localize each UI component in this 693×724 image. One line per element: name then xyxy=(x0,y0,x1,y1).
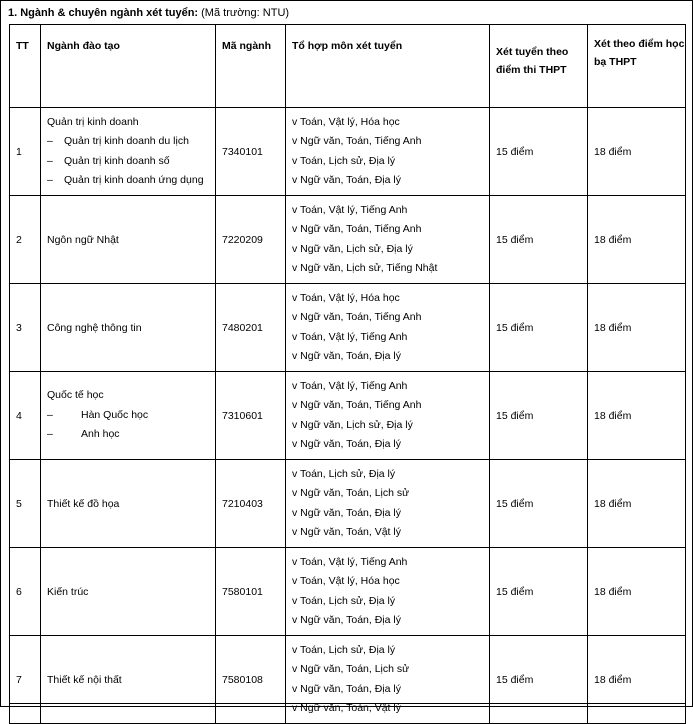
combo-item: v Toán, Lịch sử, Địa lý xyxy=(292,467,396,480)
major-code: 7580101 xyxy=(216,548,286,636)
major-code: 7340101 xyxy=(216,108,286,196)
combo-item: v Toán, Vật lý, Hóa học xyxy=(292,291,400,304)
combo-item: v Ngữ văn, Toán, Lịch sử xyxy=(292,487,410,499)
major-name: Quốc tế học xyxy=(47,389,104,402)
major-code: 7310601 xyxy=(216,372,286,460)
hocba-score: 18 điểm xyxy=(588,548,686,636)
sub-major-label: Anh học xyxy=(81,428,120,441)
hocba-score: 18 điểm xyxy=(588,636,686,724)
hocba-score: 18 điểm xyxy=(588,108,686,196)
combo-item: v Ngữ văn, Toán, Vật lý xyxy=(292,526,401,538)
row-number: 5 xyxy=(10,460,41,548)
row-number: 6 xyxy=(10,548,41,636)
sub-major-label: Hàn Quốc học xyxy=(81,408,149,421)
combo-item: v Toán, Lịch sử, Địa lý xyxy=(292,643,396,656)
major-code: 7220209 xyxy=(216,196,286,284)
combos-cell xyxy=(286,108,490,196)
thpt-score: 15 điểm xyxy=(490,460,588,548)
hocba-score: 18 điểm xyxy=(588,460,686,548)
combo-item: v Ngữ văn, Lịch sử, Địa lý xyxy=(292,418,413,431)
combo-item: v Ngữ văn, Toán, Địa lý xyxy=(292,438,401,450)
combo-item: v Toán, Vật lý, Tiếng Anh xyxy=(292,330,408,343)
row-number: 4 xyxy=(10,372,41,460)
hocba-score: 18 điểm xyxy=(588,196,686,284)
combo-item: v Ngữ văn, Lịch sử, Tiếng Nhật xyxy=(292,262,438,274)
combo-item: v Toán, Vật lý, Hóa học xyxy=(292,575,400,587)
combos-cell xyxy=(286,196,490,284)
major-code: 7580108 xyxy=(216,636,286,724)
section-heading-school-code: (Mã trường: NTU) xyxy=(198,7,290,19)
row-number: 3 xyxy=(10,284,41,372)
combo-item: v Ngữ văn, Toán, Tiếng Anh xyxy=(292,399,422,411)
major-cell xyxy=(41,548,216,636)
combo-item: v Ngữ văn, Toán, Địa lý xyxy=(292,506,401,519)
col-header-thpt: Xét tuyển theo điểm thi THPT xyxy=(490,25,588,108)
table-body xyxy=(10,108,686,724)
table-header-row xyxy=(10,25,686,108)
major-cell xyxy=(41,196,216,284)
combo-item: v Ngữ văn, Toán, Địa lý xyxy=(292,614,401,626)
combo-item: v Ngữ văn, Toán, Địa lý xyxy=(292,174,401,186)
sub-major-item xyxy=(47,425,215,445)
major-cell xyxy=(41,636,216,724)
major-code: 7480201 xyxy=(216,284,286,372)
combo-item: v Ngữ văn, Toán, Tiếng Anh xyxy=(292,223,422,235)
section-heading-bold: 1. Ngành & chuyên ngành xét tuyển: xyxy=(8,7,199,19)
thpt-score: 15 điểm xyxy=(490,108,588,196)
major-cell xyxy=(41,372,216,460)
table-row xyxy=(10,108,686,196)
major-code: 7210403 xyxy=(216,460,286,548)
major-name: Ngôn ngữ Nhật xyxy=(47,233,119,246)
combo-item: v Ngữ văn, Toán, Vật lý xyxy=(292,702,401,714)
combo-item: v Ngữ văn, Toán, Lịch sử xyxy=(292,663,410,675)
table-row xyxy=(10,372,686,460)
sub-major-item xyxy=(47,406,215,426)
col-header-hocba: Xét theo điểm học bạ THPT xyxy=(588,25,686,108)
admissions-table xyxy=(9,24,686,724)
dash-marker: – xyxy=(47,154,53,167)
combo-item: v Toán, Lịch sử, Địa lý xyxy=(292,154,396,167)
combo-item: v Ngữ văn, Toán, Tiếng Anh xyxy=(292,311,422,323)
dash-marker: – xyxy=(47,428,53,441)
thpt-score: 15 điểm xyxy=(490,284,588,372)
sub-major-item xyxy=(47,171,215,191)
combos-cell xyxy=(286,548,490,636)
row-number: 1 xyxy=(10,108,41,196)
dash-marker: – xyxy=(47,174,53,186)
col-header-code: Mã ngành xyxy=(216,25,286,108)
col-header-tt: TT xyxy=(10,25,41,108)
hocba-score: 18 điểm xyxy=(588,284,686,372)
thpt-score: 15 điểm xyxy=(490,548,588,636)
major-name: Kiến trúc xyxy=(47,585,89,598)
sub-major-item xyxy=(47,152,215,172)
next-row-edge xyxy=(9,703,685,706)
major-cell xyxy=(41,460,216,548)
thpt-score: 15 điểm xyxy=(490,372,588,460)
table-row xyxy=(10,196,686,284)
hocba-score: 18 điểm xyxy=(588,372,686,460)
col-header-combos: Tổ hợp môn xét tuyển xyxy=(286,25,490,108)
thpt-score: 15 điểm xyxy=(490,636,588,724)
combo-item: v Toán, Vật lý, Tiếng Anh xyxy=(292,379,408,392)
dash-marker: – xyxy=(47,135,53,147)
dash-marker: – xyxy=(47,408,53,421)
table-row xyxy=(10,460,686,548)
table-row xyxy=(10,548,686,636)
combos-cell xyxy=(286,284,490,372)
row-number: 7 xyxy=(10,636,41,724)
major-cell xyxy=(41,284,216,372)
combo-item: v Toán, Vật lý, Tiếng Anh xyxy=(292,203,408,216)
section-heading xyxy=(8,7,289,19)
major-name: Thiết kế nội thất xyxy=(47,673,122,686)
sub-major-item xyxy=(47,132,215,152)
row-number: 2 xyxy=(10,196,41,284)
table-row xyxy=(10,284,686,372)
col-header-major: Ngành đào tạo xyxy=(41,25,216,108)
combo-item: v Ngữ văn, Toán, Địa lý xyxy=(292,682,401,695)
combo-item: v Toán, Lịch sử, Địa lý xyxy=(292,594,396,607)
major-name: Công nghệ thông tin xyxy=(47,321,142,334)
sub-major-label: Quản trị kinh doanh số xyxy=(64,154,170,167)
sub-major-label: Quản trị kinh doanh ứng dụng xyxy=(64,174,204,186)
major-cell xyxy=(41,108,216,196)
combo-item: v Toán, Vật lý, Hóa học xyxy=(292,115,400,128)
sub-major-label: Quản trị kinh doanh du lịch xyxy=(64,135,189,147)
combo-item: v Toán, Vật lý, Tiếng Anh xyxy=(292,555,408,568)
combos-cell xyxy=(286,636,490,724)
major-name: Quản trị kinh doanh xyxy=(47,115,139,128)
combos-cell xyxy=(286,372,490,460)
major-name: Thiết kế đồ họa xyxy=(47,497,120,510)
thpt-score: 15 điểm xyxy=(490,196,588,284)
table-row xyxy=(10,636,686,724)
combos-cell xyxy=(286,460,490,548)
combo-item: v Ngữ văn, Toán, Tiếng Anh xyxy=(292,135,422,147)
combo-item: v Ngữ văn, Toán, Địa lý xyxy=(292,350,401,362)
combo-item: v Ngữ văn, Lịch sử, Địa lý xyxy=(292,242,413,255)
